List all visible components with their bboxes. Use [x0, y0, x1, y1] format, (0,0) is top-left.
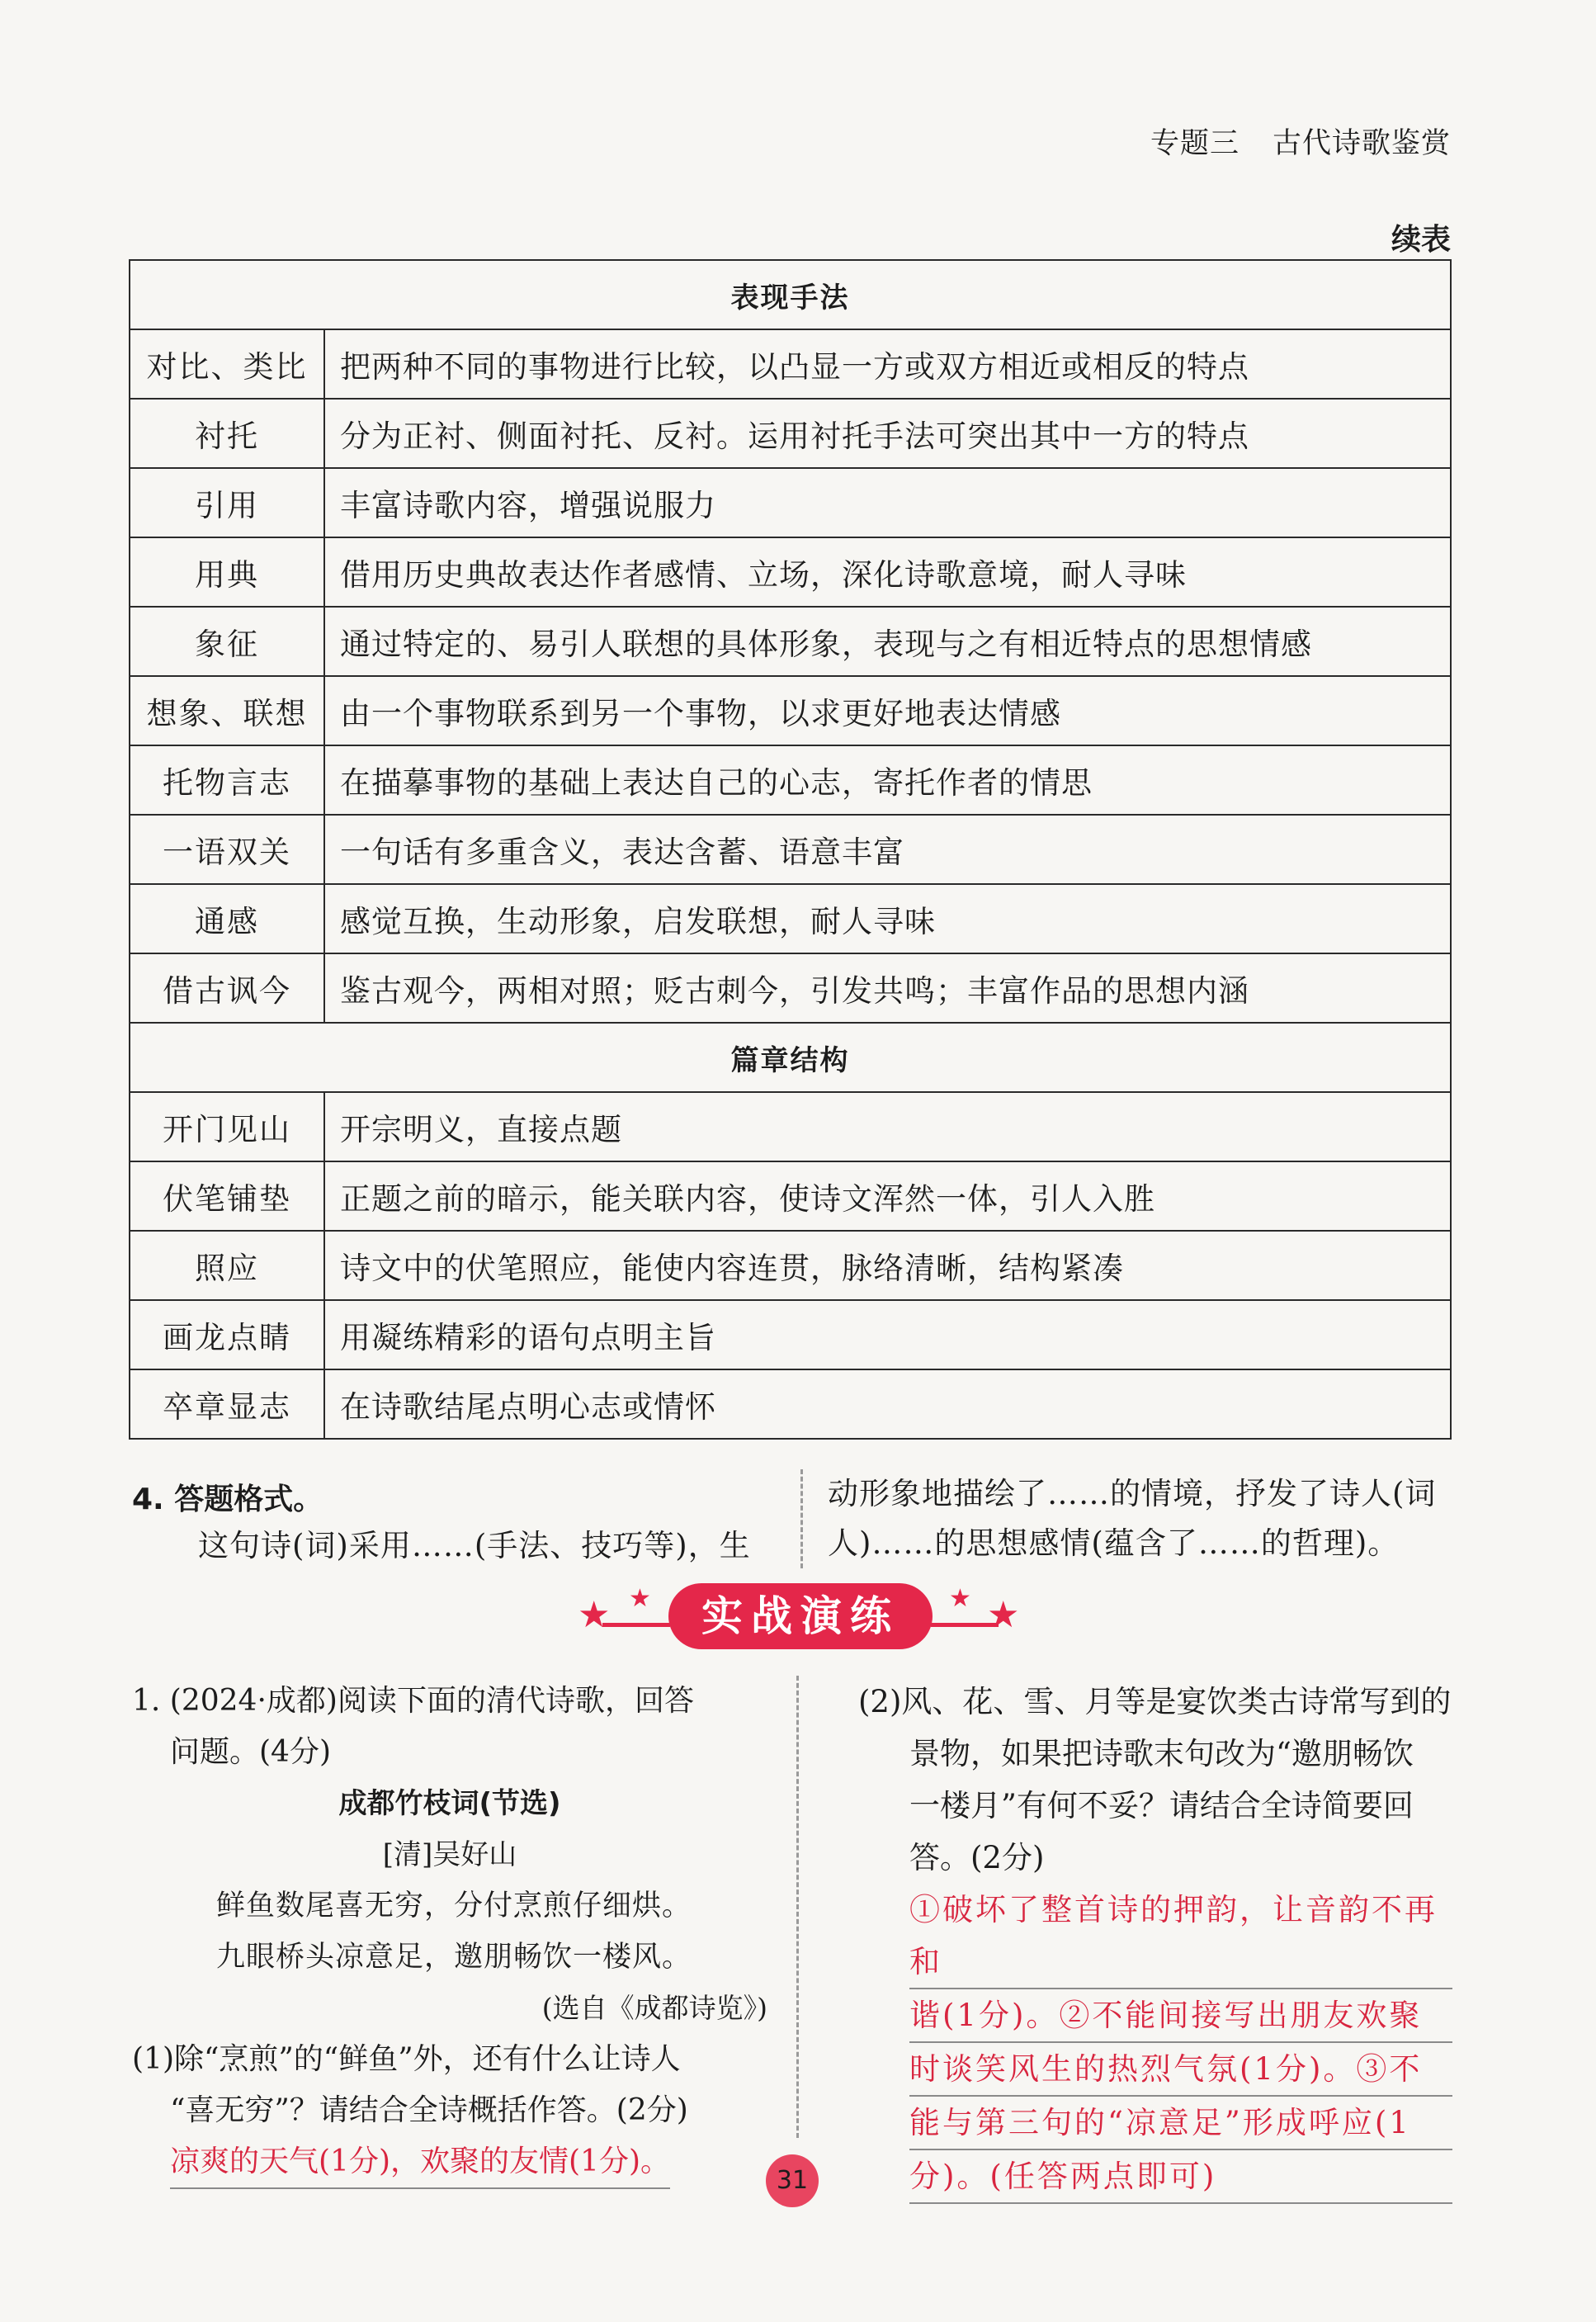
table-row — [130, 399, 1451, 468]
technique-description: 把两种不同的事物进行比较，以凸显一方或双方相近或相反的特点 — [324, 329, 1451, 399]
technique-name: 画龙点睛 — [130, 1300, 324, 1369]
table-row — [130, 884, 1451, 953]
technique-description: 鉴古观今，两相对照；贬古刺今，引发共鸣；丰富作品的思想内涵 — [324, 953, 1451, 1023]
poem-line: 鲜鱼数尾喜无穷，分付烹煎仔细烘。 — [216, 1889, 692, 1922]
star-icon: ★ — [578, 1594, 611, 1636]
technique-name: 借古讽今 — [130, 953, 324, 1023]
q1-stem: 问题。(4分) — [170, 1735, 331, 1769]
table-row — [130, 537, 1451, 607]
q2-answer-line: 能与第三句的“凉意足”形成呼应(1 — [909, 2097, 1452, 2150]
page-number: 31 — [766, 2154, 819, 2207]
technique-name: 托物言志 — [130, 745, 324, 815]
column-divider — [796, 1676, 799, 2138]
poem-line: 九眼桥头凉意足，邀朋畅饮一楼风。 — [216, 1941, 692, 1974]
section-title: 篇章结构 — [130, 1023, 1451, 1092]
technique-name: 引用 — [130, 468, 324, 537]
technique-name: 开门见山 — [130, 1092, 324, 1161]
technique-name: 想象、联想 — [130, 676, 324, 745]
table-row — [130, 468, 1451, 537]
technique-description: 用凝练精彩的语句点明主旨 — [324, 1300, 1451, 1369]
table-row — [130, 815, 1451, 884]
technique-description: 正题之前的暗示，能关联内容，使诗文浑然一体，引人入胜 — [324, 1161, 1451, 1231]
q1-sub1: “喜无穷”？请结合全诗概括作答。(2分) — [170, 2093, 688, 2127]
q2-answer-line: 分)。(任答两点即可) — [909, 2150, 1452, 2204]
format-right-line: 动形象地描绘了……的情境，抒发了诗人(词 — [828, 1476, 1437, 1511]
technique-description: 开宗明义，直接点题 — [324, 1092, 1451, 1161]
table-section-header — [130, 260, 1451, 329]
table-row — [130, 1300, 1451, 1369]
q2-stem: 景物，如果把诗歌末句改为“邀朋畅饮 — [909, 1736, 1414, 1771]
continued-label: 续表 — [1391, 223, 1451, 257]
star-icon: ★ — [987, 1594, 1020, 1636]
q1-answer: 凉爽的天气(1分)，欢聚的友情(1分)。 — [170, 2136, 670, 2189]
poem-title: 成都竹枝词(节选) — [338, 1787, 561, 1820]
technique-name: 照应 — [130, 1231, 324, 1300]
banner-title: 实战演练 — [701, 1592, 900, 1640]
q2-stem: 答。(2分) — [909, 1840, 1045, 1875]
format-text-left: 这句诗(词)采用……(手法、技巧等)，生 — [198, 1528, 751, 1563]
technique-name: 伏笔铺垫 — [130, 1161, 324, 1231]
technique-name: 对比、类比 — [130, 329, 324, 399]
technique-name: 象征 — [130, 607, 324, 676]
table-row — [130, 1161, 1451, 1231]
technique-description: 分为正衬、侧面衬托、反衬。运用衬托手法可突出其中一方的特点 — [324, 399, 1451, 468]
technique-description: 通过特定的、易引人联想的具体形象，表现与之有相近特点的思想情感 — [324, 607, 1451, 676]
column-divider — [800, 1469, 803, 1568]
question-1-part-2 — [858, 1676, 1452, 2204]
running-header — [1150, 121, 1451, 162]
format-right-line: 人)……的思想感情(蕴含了……的哲理)。 — [828, 1525, 1400, 1561]
star-icon: ★ — [949, 1584, 971, 1613]
technique-description: 借用历史典故表达作者感情、立场，深化诗歌意境，耐人寻味 — [324, 537, 1451, 607]
technique-description: 由一个事物联系到另一个事物，以求更好地表达情感 — [324, 676, 1451, 745]
section-title: 表现手法 — [130, 260, 1451, 329]
poem-author: [清]吴好山 — [382, 1838, 517, 1871]
banner-bar-left — [602, 1623, 670, 1627]
table-row — [130, 1231, 1451, 1300]
q1-sub1: (1)除“烹煎”的“鲜鱼”外，还有什么让诗人 — [132, 2042, 681, 2076]
q2-answer — [858, 1884, 1452, 2204]
table-row — [130, 1092, 1451, 1161]
technique-description: 丰富诗歌内容，增强说服力 — [324, 468, 1451, 537]
technique-name: 衬托 — [130, 399, 324, 468]
q2-answer-line: 谐(1分)。②不能间接写出朋友欢聚 — [909, 1989, 1452, 2043]
technique-description: 感觉互换，生动形象，启发联想，耐人寻味 — [324, 884, 1451, 953]
poem-source: (选自《成都诗览》) — [541, 1992, 767, 2024]
section-banner — [578, 1583, 1023, 1649]
techniques-table — [129, 259, 1452, 1440]
star-icon: ★ — [629, 1584, 651, 1613]
technique-description: 一句话有多重含义，表达含蓄、语意丰富 — [324, 815, 1451, 884]
format-text-right — [828, 1469, 1455, 1568]
format-title: 4. 答题格式。 — [132, 1483, 323, 1516]
technique-description: 诗文中的伏笔照应，能使内容连贯，脉络清晰，结构紧凑 — [324, 1231, 1451, 1300]
table-section-header — [130, 1023, 1451, 1092]
table-row — [130, 607, 1451, 676]
q2-stem: (2)风、花、雪、月等是宴饮类古诗常写到的 — [858, 1684, 1452, 1719]
header-title: 古代诗歌鉴赏 — [1272, 127, 1451, 160]
table-row — [130, 1369, 1451, 1439]
table-row — [130, 953, 1451, 1023]
q2-answer-line: 时谈笑风生的热烈气氛(1分)。③不 — [909, 2043, 1452, 2097]
q2-answer-line: ①破坏了整首诗的押韵，让音韵不再和 — [909, 1884, 1452, 1989]
technique-name: 用典 — [130, 537, 324, 607]
q1-stem: 1. (2024·成都)阅读下面的清代诗歌，回答 — [132, 1684, 694, 1718]
q2-stem: 一楼月”有何不妥？请结合全诗简要回 — [909, 1788, 1414, 1823]
technique-name: 一语双关 — [130, 815, 324, 884]
header-section: 专题三 — [1150, 127, 1239, 160]
technique-name: 通感 — [130, 884, 324, 953]
table-row — [130, 676, 1451, 745]
technique-description: 在描摹事物的基础上表达自己的心志，寄托作者的情思 — [324, 745, 1451, 815]
technique-name: 卒章显志 — [130, 1369, 324, 1439]
technique-description: 在诗歌结尾点明心志或情怀 — [324, 1369, 1451, 1439]
table-row — [130, 745, 1451, 815]
question-1 — [132, 1676, 767, 2189]
table-row — [130, 329, 1451, 399]
